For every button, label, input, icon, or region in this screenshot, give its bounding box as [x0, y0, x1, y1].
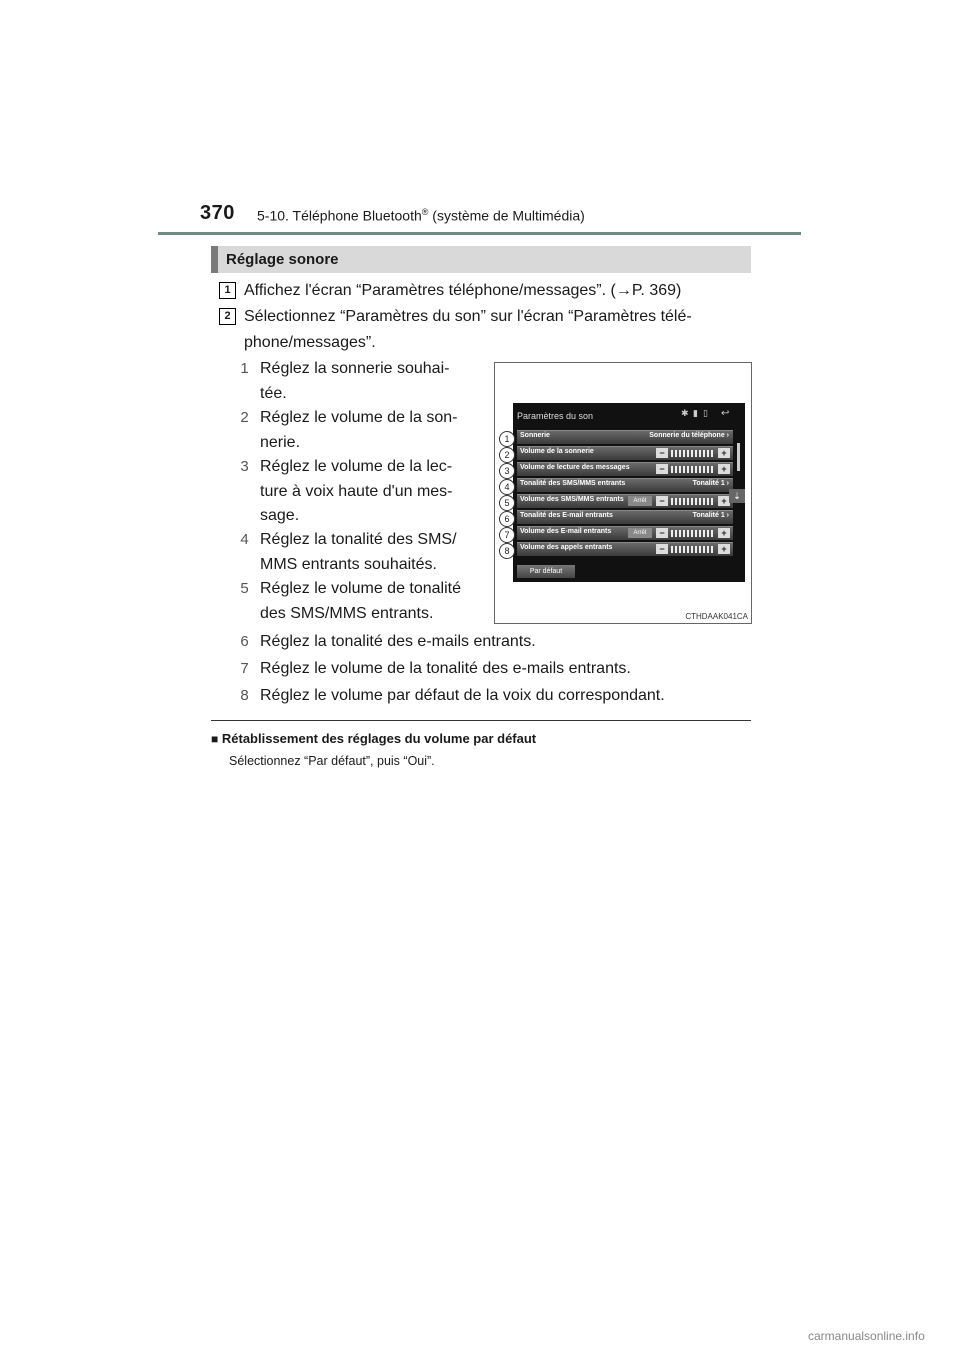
step-number-box: 2 — [219, 308, 236, 325]
square-bullet-icon: ■ — [211, 732, 219, 746]
volume-plus-button[interactable]: + — [718, 448, 730, 458]
section-heading-bar — [211, 246, 218, 273]
callout-number: 5 — [499, 495, 515, 511]
setting-row-sms-volume — [517, 494, 733, 508]
header-rule — [158, 232, 801, 235]
item-line: Réglez la tonalité des e-mails entrants. — [260, 633, 536, 650]
section-heading — [211, 246, 751, 273]
item-line: MMS entrants souhaités. — [260, 556, 437, 573]
figure-code: CTHDAAK041CA — [685, 612, 748, 621]
setting-label: Tonalité des E-mail entrants — [520, 512, 613, 519]
circled-number: 3 — [240, 458, 249, 475]
item-line: Réglez la tonalité des SMS/ — [260, 531, 457, 548]
setting-label: Volume de la sonnerie — [520, 448, 594, 455]
battery-icon: ▯ — [703, 408, 708, 418]
setting-label: Sonnerie — [520, 432, 550, 439]
item-line: Réglez la sonnerie souhai- — [260, 360, 450, 377]
volume-plus-button[interactable]: + — [718, 544, 730, 554]
setting-row-call-volume — [517, 542, 733, 556]
volume-minus-button[interactable]: − — [656, 544, 668, 554]
callout-number: 3 — [499, 463, 515, 479]
volume-plus-button[interactable]: + — [718, 464, 730, 474]
volume-level-bars — [671, 450, 715, 457]
item-line: Réglez le volume de la tonalité des e-mails entrants. — [260, 660, 631, 677]
setting-row-email-tone[interactable] — [517, 510, 733, 524]
item-line: Réglez le volume de la son- — [260, 409, 458, 426]
setting-row-ringtone[interactable] — [517, 430, 733, 444]
volume-minus-button[interactable]: − — [656, 448, 668, 458]
signal-icon: ▮ — [693, 408, 698, 418]
item-line: Réglez le volume de la lec- — [260, 458, 453, 475]
note-title: Rétablissement des réglages du volume par défaut — [221, 731, 537, 746]
setting-row-email-volume — [517, 526, 733, 540]
setting-label: Volume des SMS/MMS entrants — [520, 496, 624, 503]
circled-number: 4 — [240, 531, 249, 548]
item-line: Réglez le volume de tonalité — [260, 580, 462, 597]
setting-value: Tonalité 1 › — [692, 480, 729, 487]
setting-label: Tonalité des SMS/MMS entrants — [520, 480, 626, 487]
note-divider — [211, 720, 751, 721]
setting-row-sms-tone[interactable] — [517, 478, 733, 492]
bluetooth-icon: ✱ — [681, 408, 689, 418]
volume-plus-button[interactable]: + — [718, 496, 730, 506]
step-number-box: 1 — [219, 282, 236, 299]
callout-number: 1 — [499, 431, 515, 447]
scroll-down-icon[interactable]: ⇣ — [729, 489, 745, 503]
setting-label: Volume des appels entrants — [520, 544, 613, 551]
item-line: nerie. — [260, 434, 301, 451]
circled-number: 5 — [240, 580, 249, 597]
off-button[interactable]: Arrêt — [628, 496, 652, 506]
setting-value: Tonalité 1 › — [692, 512, 729, 519]
volume-level-bars — [671, 530, 715, 537]
setting-value: Sonnerie du téléphone › — [649, 432, 729, 439]
multimedia-screen — [513, 403, 745, 582]
note-heading — [211, 731, 536, 746]
volume-plus-button[interactable]: + — [718, 528, 730, 538]
item-line: sage. — [260, 507, 300, 524]
volume-level-bars — [671, 546, 715, 553]
section-heading-text: Réglage sonore — [226, 251, 339, 268]
volume-minus-button[interactable]: − — [656, 496, 668, 506]
circled-number: 8 — [240, 687, 249, 704]
circled-number: 7 — [240, 660, 249, 677]
item-line: Réglez le volume par défaut de la voix du correspondant. — [260, 687, 665, 704]
step-text: Affichez l'écran “Paramètres téléphone/messages”. (→P. 369) — [244, 282, 682, 299]
step-text-continued: phone/messages”. — [244, 334, 376, 351]
volume-minus-button[interactable]: − — [656, 528, 668, 538]
item-line: ture à voix haute d'un mes- — [260, 483, 453, 500]
circled-number: 1 — [240, 360, 249, 377]
item-line: des SMS/MMS entrants. — [260, 605, 434, 622]
volume-minus-button[interactable]: − — [656, 464, 668, 474]
callout-number: 7 — [499, 527, 515, 543]
chapter-title-suffix: (système de Multimédia) — [428, 207, 585, 224]
chapter-title — [257, 207, 585, 224]
step-text: Sélectionnez “Paramètres du son” sur l'écran “Paramètres télé- — [244, 308, 692, 325]
registered-mark: ® — [421, 207, 429, 217]
setting-row-message-readout-volume — [517, 462, 733, 476]
watermark: carmanualsonline.info — [808, 1329, 925, 1343]
callout-number: 4 — [499, 479, 515, 495]
setting-label: Volume des E-mail entrants — [520, 528, 612, 535]
item-line: tée. — [260, 385, 287, 402]
setting-label: Volume de lecture des messages — [520, 464, 630, 471]
circled-number: 2 — [240, 409, 249, 426]
screen-title: Paramètres du son — [517, 411, 594, 421]
off-button[interactable]: Arrêt — [628, 528, 652, 538]
volume-level-bars — [671, 466, 715, 473]
default-button[interactable]: Par défaut — [517, 565, 575, 578]
callout-number: 8 — [499, 543, 515, 559]
setting-row-ringtone-volume — [517, 446, 733, 460]
note-body: Sélectionnez “Par défaut”, puis “Oui”. — [229, 754, 435, 768]
back-icon[interactable]: ↩ — [721, 408, 730, 419]
page-number: 370 — [200, 202, 235, 224]
callout-number: 6 — [499, 511, 515, 527]
scrollbar[interactable] — [737, 443, 740, 471]
sound-settings-figure — [494, 362, 752, 624]
circled-number: 6 — [240, 633, 249, 650]
chapter-title-prefix: 5-10. Téléphone Bluetooth — [257, 207, 422, 224]
volume-level-bars — [671, 498, 715, 505]
callout-number: 2 — [499, 447, 515, 463]
